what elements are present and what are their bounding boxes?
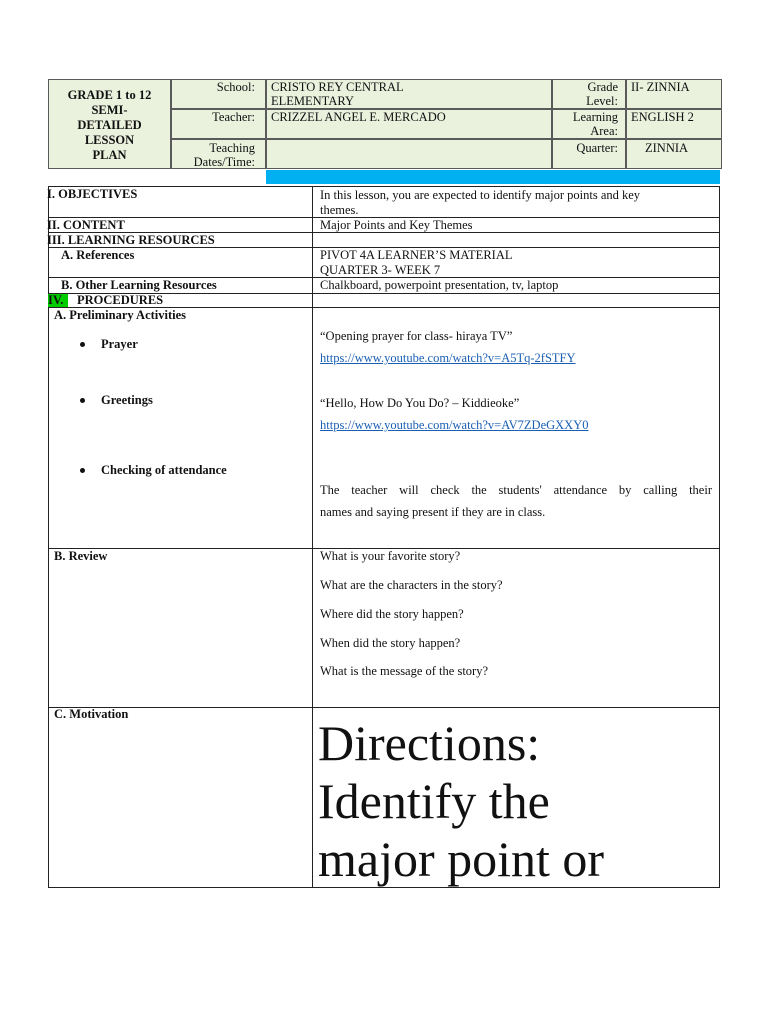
review-question-2: What are the characters in the story?: [320, 578, 503, 592]
grade-label-line-2: Level:: [586, 94, 618, 108]
review-question-3: Where did the story happen?: [320, 607, 464, 621]
prayer-bullet-icon: [80, 342, 85, 347]
review-question-4: When did the story happen?: [320, 636, 461, 650]
resources-label: III. LEARNING RESOURCES: [47, 233, 215, 247]
review-label-cell: [48, 548, 313, 708]
greetings-bullet-icon: [80, 398, 85, 403]
prayer-video-link[interactable]: https://www.youtube.com/watch?v=A5Tq-2fSTFY: [320, 351, 576, 365]
procedures-number: IV.: [48, 293, 64, 307]
procedures-label: PROCEDURES: [77, 293, 164, 307]
content-label: II. CONTENT: [47, 218, 125, 232]
plan-title-line-4: LESSON: [84, 133, 135, 147]
prayer-text: “Opening prayer for class- hiraya TV”: [320, 329, 513, 343]
references-label: A. References: [61, 248, 135, 262]
attendance-text-line-1: The teacher will check the students' attendance by calling their: [320, 483, 712, 497]
area-label-line-1: Learning: [572, 110, 618, 124]
prayer-label: Prayer: [101, 337, 138, 351]
plan-title-line-2: SEMI-: [91, 103, 128, 117]
resources-value-cell: [312, 232, 720, 248]
motivation-label-cell: [48, 707, 313, 888]
plan-title-line-3: DETAILED: [77, 118, 142, 132]
other-resources-value: Chalkboard, powerpoint presentation, tv, laptop: [320, 278, 559, 292]
review-question-5: What is the message of the story?: [320, 664, 489, 678]
attendance-bullet-icon: [80, 468, 85, 473]
motivation-label: C. Motivation: [54, 707, 129, 721]
directions-line-3: major point or: [318, 831, 605, 887]
area-value: ENGLISH 2: [631, 110, 694, 124]
review-label: B. Review: [54, 549, 108, 563]
greetings-video-link[interactable]: https://www.youtube.com/watch?v=AV7ZDeGXXY0: [320, 418, 589, 432]
content-value: Major Points and Key Themes: [320, 218, 473, 232]
greetings-label: Greetings: [101, 393, 153, 407]
greetings-text: “Hello, How Do You Do? – Kiddieoke”: [320, 396, 520, 410]
section-blue-bar: [266, 170, 720, 184]
attendance-label: Checking of attendance: [101, 463, 227, 477]
directions-line-1: Directions:: [318, 715, 541, 771]
references-value-line-1: PIVOT 4A LEARNER’S MATERIAL: [320, 248, 513, 262]
teacher-value: CRIZZEL ANGEL E. MERCADO: [271, 110, 446, 124]
review-question-1: What is your favorite story?: [320, 549, 461, 563]
area-label-line-2: Area:: [590, 124, 618, 138]
objectives-value-line-1: In this lesson, you are expected to identify major points and key: [320, 188, 641, 202]
quarter-label: Quarter:: [576, 141, 618, 155]
grade-value: II- ZINNIA: [631, 80, 690, 94]
procedures-value-cell: [312, 293, 720, 308]
attendance-text-line-2: names and saying present if they are in class.: [320, 505, 546, 519]
dates-label-line-2: Dates/Time:: [193, 155, 255, 169]
objectives-label: I. OBJECTIVES: [47, 187, 138, 201]
grade-label-line-1: Grade: [587, 80, 618, 94]
school-value-line-2: ELEMENTARY: [271, 94, 355, 108]
preliminary-label-cell: [48, 307, 313, 549]
other-resources-label: B. Other Learning Resources: [61, 278, 217, 292]
objectives-value-line-2: themes.: [320, 203, 359, 217]
plan-title-line-5: PLAN: [92, 148, 127, 162]
school-label: School:: [216, 80, 255, 94]
dates-label-line-1: Teaching: [209, 141, 255, 155]
plan-title-line-1: GRADE 1 to 12: [67, 88, 152, 102]
directions-line-2: Identify the: [318, 773, 550, 829]
header-dates-value-cell: [266, 139, 552, 169]
quarter-value: ZINNIA: [645, 141, 689, 155]
references-value-line-2: QUARTER 3- WEEK 7: [320, 263, 441, 277]
preliminary-label: A. Preliminary Activities: [54, 308, 187, 322]
review-value-cell: [312, 548, 720, 708]
teacher-label: Teacher:: [212, 110, 255, 124]
school-value-line-1: CRISTO REY CENTRAL: [271, 80, 404, 94]
